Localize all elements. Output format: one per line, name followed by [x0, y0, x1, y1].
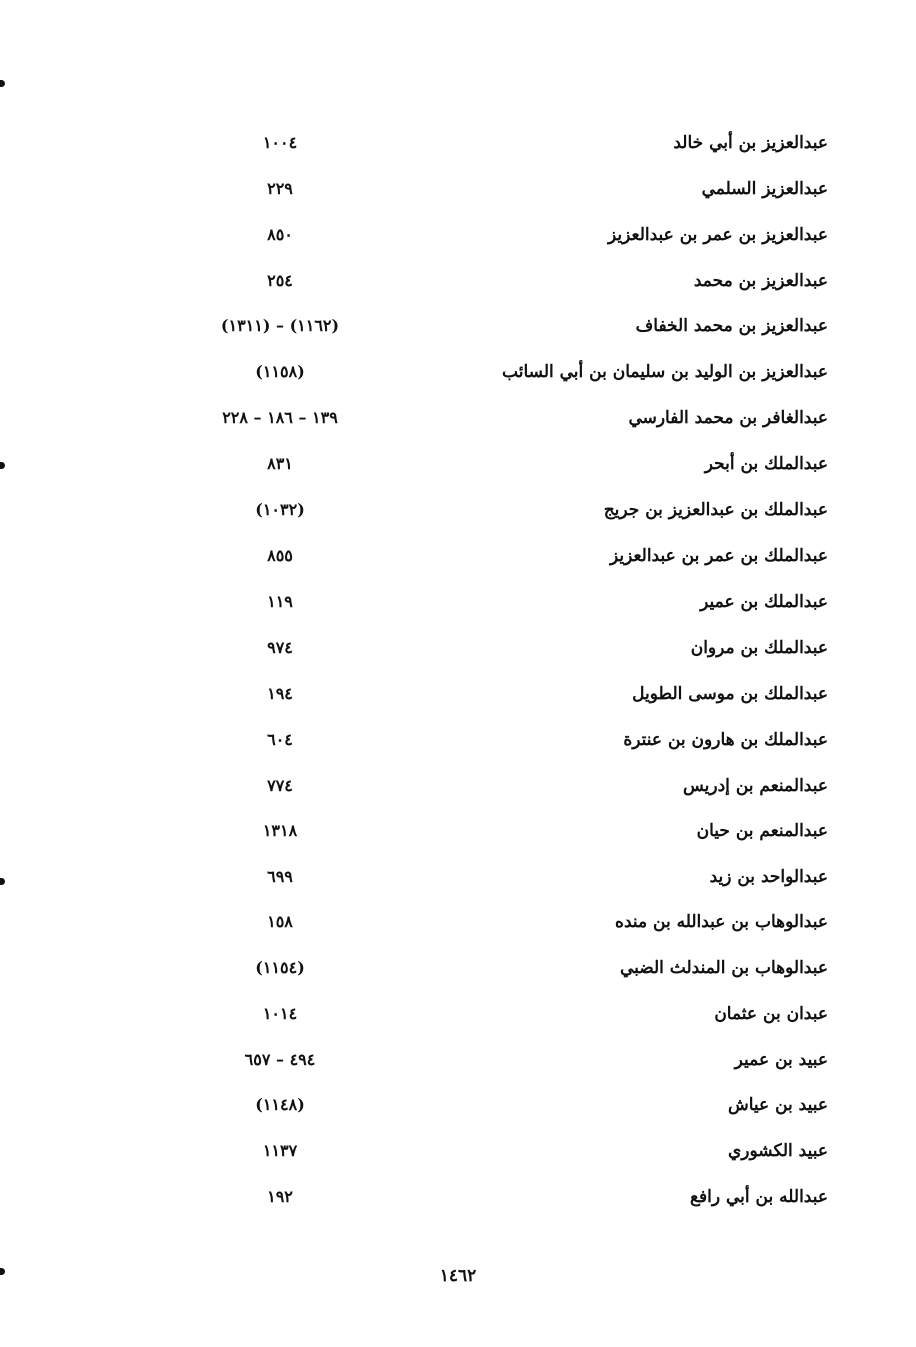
entry-refs: ١١٩: [267, 592, 293, 611]
entry-name: عبيد بن عمير: [734, 1050, 828, 1070]
entry-name: عبدالمنعم بن إدريس: [683, 776, 828, 796]
index-entry: [0, 862, 916, 892]
index-entry: [0, 128, 916, 158]
index-entry: [0, 725, 916, 755]
entry-name: عبدالعزيز بن محمد الخفاف: [635, 316, 828, 336]
entry-name: عبدالملك بن عمير: [700, 592, 828, 612]
entry-name: عبيد بن عياش: [727, 1095, 828, 1115]
entry-refs: ١٥٨: [267, 912, 293, 931]
entry-refs: ٩٧٤: [267, 638, 293, 657]
index-entry: [0, 403, 916, 433]
index-entry: [0, 1182, 916, 1212]
entry-refs: ٨٥٠: [267, 225, 293, 244]
entry-refs: ٨٥٥: [267, 546, 293, 565]
entry-refs: (١١٥٨): [255, 362, 305, 381]
entry-refs: ٢٢٩: [267, 179, 293, 198]
index-entry: [0, 357, 916, 387]
index-entry: [0, 907, 916, 937]
index-entry: [0, 999, 916, 1029]
entry-name: عبدالوهاب بن عبدالله بن منده: [615, 912, 828, 932]
entry-name: عبدالعزيز بن محمد: [693, 271, 828, 291]
entry-refs: ٦٩٩: [267, 867, 293, 886]
entry-refs: (١٠٣٢): [255, 500, 305, 519]
entry-refs: ٦٠٤: [267, 730, 293, 749]
entry-name: عبدالوهاب بن المندلث الضبي: [619, 958, 828, 978]
entry-name: عبدالملك بن موسى الطويل: [632, 684, 828, 704]
entry-refs: (١١٤٨): [255, 1095, 305, 1114]
entry-refs: ٧٧٤: [267, 776, 293, 795]
index-entry: [0, 771, 916, 801]
entry-refs: ١٩٢: [267, 1187, 293, 1206]
entry-name: عبدالغافر بن محمد الفارسي: [628, 408, 828, 428]
entry-name: عبيد الكشوري: [728, 1141, 828, 1161]
index-entry: [0, 1045, 916, 1075]
index-entry: [0, 174, 916, 204]
index-entry: [0, 220, 916, 250]
index-entry: [0, 953, 916, 983]
entry-name: عبدالمنعم بن حيان: [696, 821, 828, 841]
entry-name: عبدالعزيز بن أبي خالد: [673, 133, 828, 153]
index-entry: [0, 541, 916, 571]
entry-name: عبدالعزيز السلمي: [701, 179, 828, 199]
entry-name: عبدالعزيز بن عمر بن عبدالعزيز: [608, 225, 828, 245]
entry-refs: ١٠٠٤: [262, 133, 298, 152]
index-entry: [0, 266, 916, 296]
entry-refs: ١٩٤: [267, 684, 293, 703]
entry-name: عبدالملك بن أبحر: [704, 454, 828, 474]
index-entry: [0, 587, 916, 617]
entry-refs: ٨٣١: [267, 454, 293, 473]
entry-refs: ٤٩٤ – ٦٥٧: [244, 1050, 316, 1069]
index-entry: [0, 1090, 916, 1120]
entry-name: عبدالواحد بن زيد: [709, 867, 828, 887]
index-entry: [0, 816, 916, 846]
entry-name: عبدالملك بن عمر بن عبدالعزيز: [609, 546, 828, 566]
entry-name: عبدالعزيز بن الوليد بن سليمان بن أبي السائب: [502, 362, 828, 382]
page-number: ١٤٦٢: [439, 1266, 477, 1286]
entry-refs: ١٠١٤: [262, 1004, 298, 1023]
index-entry: [0, 679, 916, 709]
entry-name: عبدالملك بن مروان: [690, 638, 828, 658]
entry-refs: ٢٥٤: [267, 271, 293, 290]
index-entry: [0, 311, 916, 341]
entry-name: عبدالملك بن هارون بن عنترة: [623, 730, 828, 750]
entry-name: عبدالملك بن عبدالعزيز بن جريج: [603, 500, 828, 520]
entry-refs: (١١٦٢) – (١٣١١): [220, 316, 340, 335]
index-entry: [0, 633, 916, 663]
entry-refs: ١١٣٧: [262, 1141, 298, 1160]
entry-name: عبدالله بن أبي رافع: [689, 1187, 828, 1207]
index-entry: [0, 449, 916, 479]
entry-refs: ١٣١٨: [262, 821, 298, 840]
index-entry: [0, 495, 916, 525]
entry-refs: ١٣٩ – ١٨٦ – ٢٢٨: [222, 408, 338, 427]
entry-name: عبدان بن عثمان: [714, 1004, 828, 1024]
index-entry: [0, 1136, 916, 1166]
entry-refs: (١١٥٤): [255, 958, 305, 977]
